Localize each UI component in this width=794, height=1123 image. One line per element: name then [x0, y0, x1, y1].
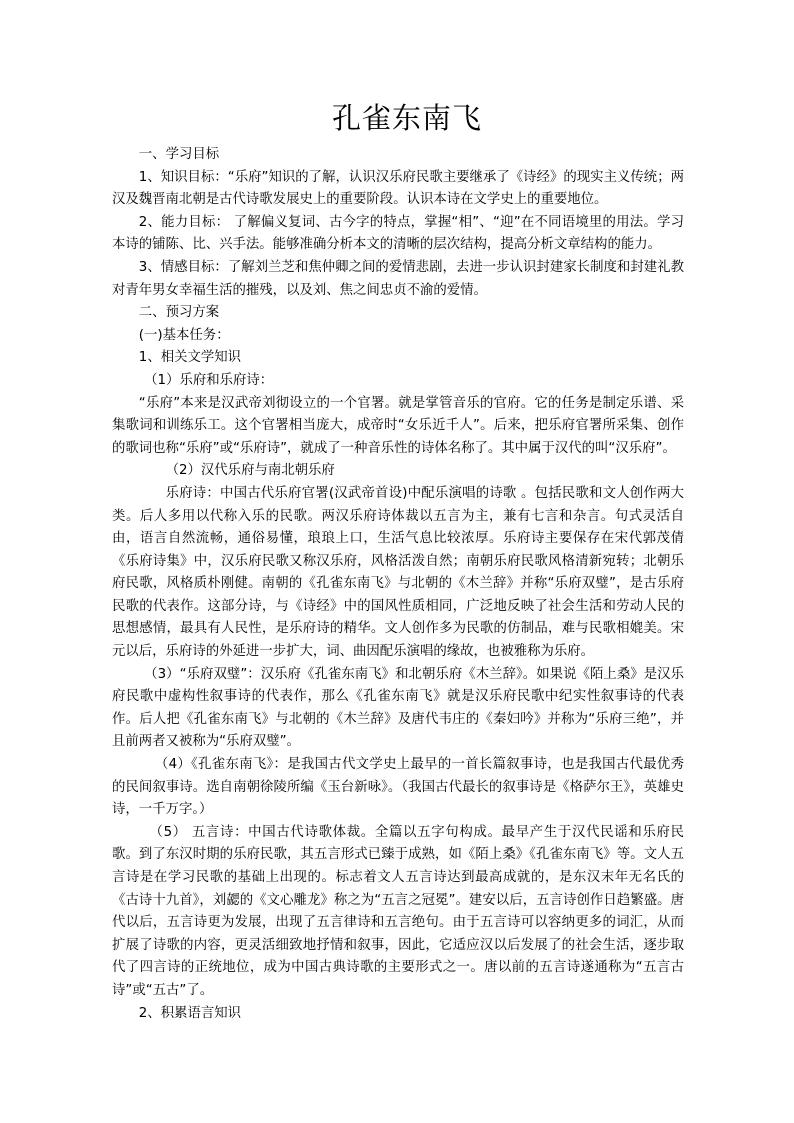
paragraph-yuefu-shuangbi: （3）“乐府双璧”：汉乐府《孔雀东南飞》和北朝乐府《木兰辞》。如果说《陌上桑》是汉乐府民歌中虚构性叙事诗的代表作，那么《孔雀东南飞》就是汉乐府民歌中纪实性叙事诗的代表作。后人把《孔雀东南飞》与北朝的《木兰辞》及唐代韦庄的《秦妇吟》并称为“乐府三绝”，并且前两者又被称为“乐府双璧”。 — [112, 666, 684, 750]
paragraph-knowledge-goal: 1、知识目标：“乐府”知识的了解，认识汉乐府民歌主要继承了《诗经》的现实主义传统；两汉及魏晋南北朝是古代诗歌发展史上的重要阶段。认识本诗在文学史上的重要地位。 — [112, 169, 684, 208]
paragraph-ability-goal: 2、能力目标： 了解偏义复词、古今字的特点，掌握“相”、“迎”在不同语境里的用法。学习本诗的铺陈、比、兴手法。能够准确分析本文的清晰的层次结构，提高分析文章结构的能力。 — [112, 214, 684, 253]
document-title: 孔雀东南飞 — [331, 101, 482, 135]
paragraph-yuefu-origin: “乐府”本来是汉武帝刘彻设立的一个官署。就是掌管音乐的官府。它的任务是制定乐谱、采集歌词和训练乐工。这个官署相当庞大，成帝时“女乐近千人”。后来，把乐府官署所采集、创作的歌词也称“乐府”或“乐府诗”，就成了一种音乐性的诗体名称了。其中属于汉代的叫“汉乐府”。 — [112, 395, 684, 456]
document-page — [112, 96, 684, 1025]
subheading-language: 2、积累语言知识 — [138, 1005, 242, 1021]
section-heading-goals: 一、学习目标 — [138, 147, 220, 162]
subheading-basic-tasks: (一)基本任务： — [138, 327, 230, 343]
paragraph-wuyan: （5） 五言诗：中国古代诗歌体裁。全篇以五字句构成。最早产生于汉代民谣和乐府民歌。到了东汉时期的乐府民歌，其五言形式已臻于成熟，如《陌上桑》《孔雀东南飞》等。文人五言诗是在学习民歌的基础上出现的。标志着文人五言诗达到最高成就的，是东汉末年无名氏的《古诗十九首》，刘勰的《文心雕龙》称之为“五言之冠冕”。建安以后，五言诗创作日趋繁盛。唐代以后，五言诗更为发展，出现了五言律诗和五言绝句。由于五言诗可以容纳更多的词汇，从而扩展了诗歌的内容，更灵活细致地抒情和叙事，因此，它适应汉以后发展了的社会生活，逐步取代了四言诗的正统地位，成为中国古典诗歌的主要形式之一。唐以前的五言诗遂通称为“五言古诗”或“五古”了。 — [112, 824, 684, 998]
section-heading-preview: 二、预习方案 — [138, 305, 220, 321]
subheading-yuefu: （1）乐府和乐府诗： — [144, 372, 274, 388]
paragraph-emotion-goal: 3、情感目标：了解刘兰芝和焦仲卿之间的爱情悲剧，去进一步认识封建家长制度和封建礼教对青年男女幸福生活的摧残，以及刘、焦之间忠贞不渝的爱情。 — [112, 259, 684, 298]
subheading-literature: 1、相关文学知识 — [138, 350, 242, 366]
paragraph-yuefu-poetry: 乐府诗：中国古代乐府官署(汉武帝首设)中配乐演唱的诗歌 。包括民歌和文人创作两大类。后人多用以代称入乐的民歌。两汉乐府诗体裁以五言为主，兼有七言和杂言。句式灵活自由，语言自然流畅，通俗易懂，琅琅上口，生活气息比较浓厚。乐府诗主要保存在宋代郭茂倩《乐府诗集》中，汉乐府民歌又称汉乐府，风格活泼自然；南朝乐府民歌风格清新宛转；北朝乐府民歌，风格质朴刚健。南朝的《孔雀东南飞》与北朝的《木兰辞》并称“乐府双璧”，是古乐府民歌的代表作。这部分诗，与《诗经》中的国风性质相同，广泛地反映了社会生活和劳动人民的思想感情，最具有人民性，是乐府诗的精华。文人创作多为民歌的仿制品，难与民歌相媲美。宋元以后，乐府诗的外延进一步扩大，词、曲因配乐演唱的缘故，也被雅称为乐府。 — [112, 485, 684, 660]
paragraph-kongque: （4）《孔雀东南飞》：是我国古代文学史上最早的一首长篇叙事诗，也是我国古代最优秀的民间叙事诗。选自南朝徐陵所编《玉台新咏》。（我国古代最长的叙事诗是《格萨尔王》，英雄史诗，一千万字。） — [112, 757, 684, 818]
subheading-han-nanbei-yuefu: （2）汉代乐府与南北朝乐府 — [165, 463, 335, 479]
